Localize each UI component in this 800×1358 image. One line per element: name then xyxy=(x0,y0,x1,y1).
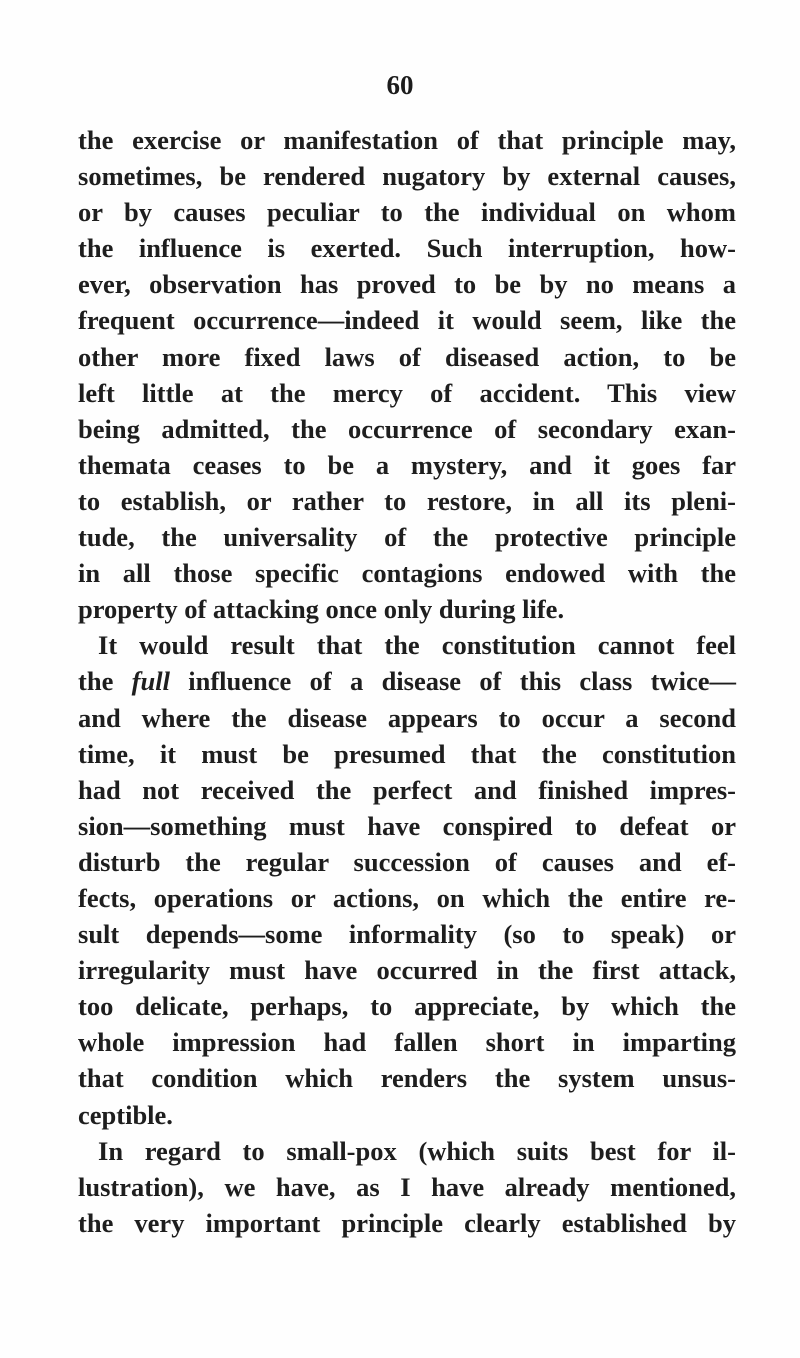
text-line: It would result that the constitution cannot feel xyxy=(98,630,736,661)
text-line: whole impression had fallen short in imparting xyxy=(78,1027,736,1058)
text-line: time, it must be presumed that the constitution xyxy=(78,738,736,769)
text-line: tude, the universality of the protective principle xyxy=(78,522,736,553)
text-line: too delicate, perhaps, to appreciate, by which the xyxy=(78,991,736,1022)
text-line: themata ceases to be a mystery, and it goes far xyxy=(78,449,736,480)
text-line-with-italic xyxy=(78,663,736,699)
text-line: other more fixed laws of diseased action, to be xyxy=(78,341,736,372)
text-line: the exercise or manifestation of that principle may, xyxy=(78,125,736,155)
text-line: sometimes, be rendered nugatory by external causes, xyxy=(78,161,736,192)
text-line: sion—something must have conspired to defeat or xyxy=(78,810,736,841)
text-line: the influence is exerted. Such interruption, how- xyxy=(78,233,736,264)
text-line: disturb the regular succession of causes and ef- xyxy=(78,846,736,877)
text-line: the very important principle clearly established by xyxy=(78,1207,736,1238)
text-line: or by causes peculiar to the individual on whom xyxy=(78,197,736,228)
text-line: fects, operations or actions, on which the entire re- xyxy=(78,882,736,913)
text-line: and where the disease appears to occur a second xyxy=(78,702,736,733)
page-number: 60 xyxy=(386,70,414,100)
text-line: ever, observation has proved to be by no means a xyxy=(78,269,736,300)
text-line: irregularity must have occurred in the first attack, xyxy=(78,955,736,986)
text-line: being admitted, the occurrence of secondary exan- xyxy=(78,413,736,444)
text-line: had not received the perfect and finished impres- xyxy=(78,774,736,805)
text-segment: influence of a disease of this class twice— xyxy=(169,666,736,697)
text-line: sult depends—some informality (so to speak) or xyxy=(78,919,736,950)
text-segment: the xyxy=(78,666,132,697)
text-line: to establish, or rather to restore, in all its pleni- xyxy=(78,485,736,516)
text-line: property of attacking once only during life. xyxy=(78,594,565,625)
text-line: in all those specific contagions endowed with the xyxy=(78,558,736,589)
text-line: ceptible. xyxy=(78,1099,173,1130)
text-line: In regard to small-pox (which suits best for il- xyxy=(98,1135,736,1166)
italic-word: full xyxy=(131,666,170,697)
text-line: left little at the mercy of accident. This view xyxy=(78,377,736,408)
body-text xyxy=(78,122,736,1241)
text-line: that condition which renders the system unsus- xyxy=(78,1063,736,1094)
text-line: frequent occurrence—indeed it would seem, like the xyxy=(78,305,736,336)
text-line: lustration), we have, as I have already mentioned, xyxy=(78,1171,736,1202)
